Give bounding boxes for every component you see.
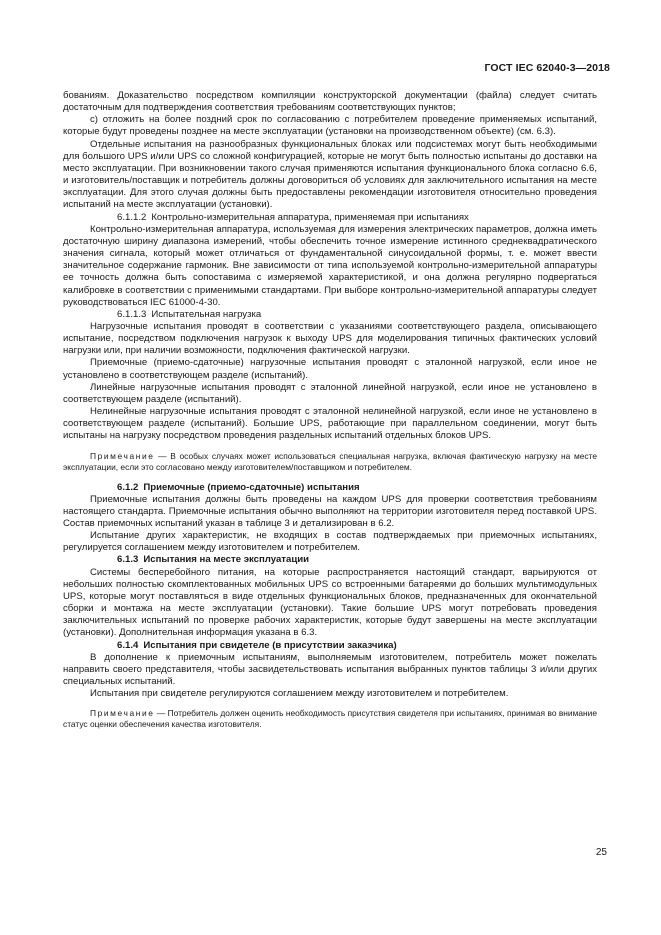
paragraph: Приемочные испытания должны быть проведены на каждом UPS для проверки соответствия требованиям настоящего стандарта. Приемочные испытания обычно выполняют на территории изготовителя перед поставкой UPS. Состав приемочных испытаний указан в таблице 3 и детализирован в 6.2. (63, 493, 597, 529)
note (63, 708, 597, 730)
section-title: Приемочные (приемо-сдаточные) испытания (143, 481, 360, 493)
note-text: — В особых случаях может использоваться специальная нагрузка, включая фактическую нагрузку на месте эксплуатации, если это согласовано между изготовителем/поставщиком и потребителем. (63, 450, 597, 472)
section-title: Испытания на месте эксплуатации (143, 554, 310, 566)
section-number: 6.1.1.2 (117, 211, 147, 223)
paragraph: Нагрузочные испытания проводят в соответствии с указаниями соответствующего раздела, описывающего испытание, посредством подключения нагрузок к выходу UPS для моделирования типичных фактических условий нагрузки или, при наличии возможности, подключения фактической нагрузки. (63, 320, 597, 357)
paragraph: Приемочные (приемо-сдаточные) нагрузочные испытания проводят с эталонной нагрузкой, если иное не установлено в соответствующем разделе (испытаний). (63, 357, 597, 381)
document-header: ГОСТ IEC 62040-3—2018 (484, 62, 610, 74)
section-heading-6-1-2 (63, 482, 597, 494)
paragraph: В дополнение к приемочным испытаниям, выполняемым изготовителем, потребитель может пожелать направить своего представителя, чтобы засвидетельствовать испытания выбранных пунктов таблицы 3 и/или других специальных испытаний. (63, 651, 597, 688)
paragraph: бованиям. Доказательство посредством компиляции конструкторской документации (файла) следует считать достаточным для подтверждения соответствия требованиям соответствующих пунктов; (63, 90, 597, 114)
section-number: 6.1.4 (117, 639, 139, 651)
note-text: — Потребитель должен оценить необходимость присутствия свидетеля при испытаниях, принимая во внимание статус оценки обеспечения качества изготовителя. (63, 708, 597, 730)
paragraph: Контрольно-измерительная аппаратура, используемая для измерения электрических параметров, должна иметь достаточную ширину диапазона измерений, чтобы обеспечить точное измерение истинного среднеквадратического значения сигнала, который может отличаться от фундаментальной синусоидальной формы, т. е. может ввести значительное содержание гармоник. Вне зависимости от типа используемой контрольно-измерительной аппаратуры ее точность должна быть сопоставима с измеряемой характеристикой, и она должна регулярно подвергаться калибровке в соответствии с применимыми стандартами. При выборе контрольно-измерительной аппаратуры следует руководствоваться IEC 61000-4-30. (63, 223, 597, 308)
paragraph: c) отложить на более поздний срок по согласованию с потребителем проведение применяемых испытаний, которые будут проведены позднее на месте эксплуатации (установки на производственном объекте) (см. 6.3). (63, 114, 597, 138)
paragraph: Испытание других характеристик, не входящих в состав подтверждаемых при приемочных испытаниях, регулируется соглашением между изготовителем и потребителем. (63, 530, 597, 554)
paragraph: Испытания при свидетеле регулируются соглашением между изготовителем и потребителем. (90, 688, 509, 700)
paragraph: Отдельные испытания на разнообразных функциональных блоках или подсистемах могут быть необходимыми для большого UPS и/или UPS со сложной конфигурацией, которые не могут быть полностью испытаны до доставки на место эксплуатации. При возникновении такого случая применяются испытания функционального блока согласно 6.6, и изготовитель/поставщик и потребитель должны договориться об условиях для заключительного испытания на месте эксплуатации. Для этого случая должны быть предоставлены рекомендации изготовителя относительно проведения испытаний на месте эксплуатации (установки). (63, 138, 597, 211)
section-number: 6.1.3 (117, 554, 139, 566)
note-label: Примечание (90, 450, 155, 461)
paragraph: Системы бесперебойного питания, на которые распространяется настоящий стандарт, варьируются от небольших полностью скомплектованных мобильных UPS со встроенными батареями до больших мультимодульных UPS, которые могут поставляться в виде отдельных функциональных блоков, предназначенных для окончательной сборки и монтажа на месте эксплуатации (установки). Такие большие UPS могут потребовать проведения заключительных испытаний по проверке рабочих характеристик, которые будут завершены на месте эксплуатации (установки). Дополнительная информация указана в 6.3. (63, 566, 597, 639)
paragraph: Нелинейные нагрузочные испытания проводят с эталонной нелинейной нагрузкой, если иное не установлено в соответствующем разделе (испытаний). Большие UPS, работающие при параллельном соединении, могут быть испытаны на нагрузку посредством проведения раздельных испытаний отдельных блоков UPS. (63, 406, 597, 442)
note-label: Примечание (90, 708, 155, 719)
section-number: 6.1.1.3 (117, 308, 147, 320)
page-body (63, 90, 597, 739)
paragraph: Линейные нагрузочные испытания проводят с эталонной линейной нагрузкой, если иное не установлено в соответствующем разделе (испытаний). (63, 381, 597, 405)
section-title: Испытания при свидетеле (в присутствии заказчика) (143, 639, 397, 651)
note (63, 451, 597, 473)
section-number: 6.1.2 (117, 481, 139, 493)
section-heading-6-1-4 (63, 640, 597, 652)
section-heading-6-1-1-3 (63, 309, 597, 321)
section-title: Контрольно-измерительная аппаратура, применяемая при испытаниях (151, 211, 469, 223)
section-heading-6-1-1-2 (63, 212, 597, 224)
section-heading-6-1-3 (63, 554, 597, 566)
page-number: 25 (595, 847, 607, 858)
section-title: Испытательная нагрузка (151, 308, 262, 320)
